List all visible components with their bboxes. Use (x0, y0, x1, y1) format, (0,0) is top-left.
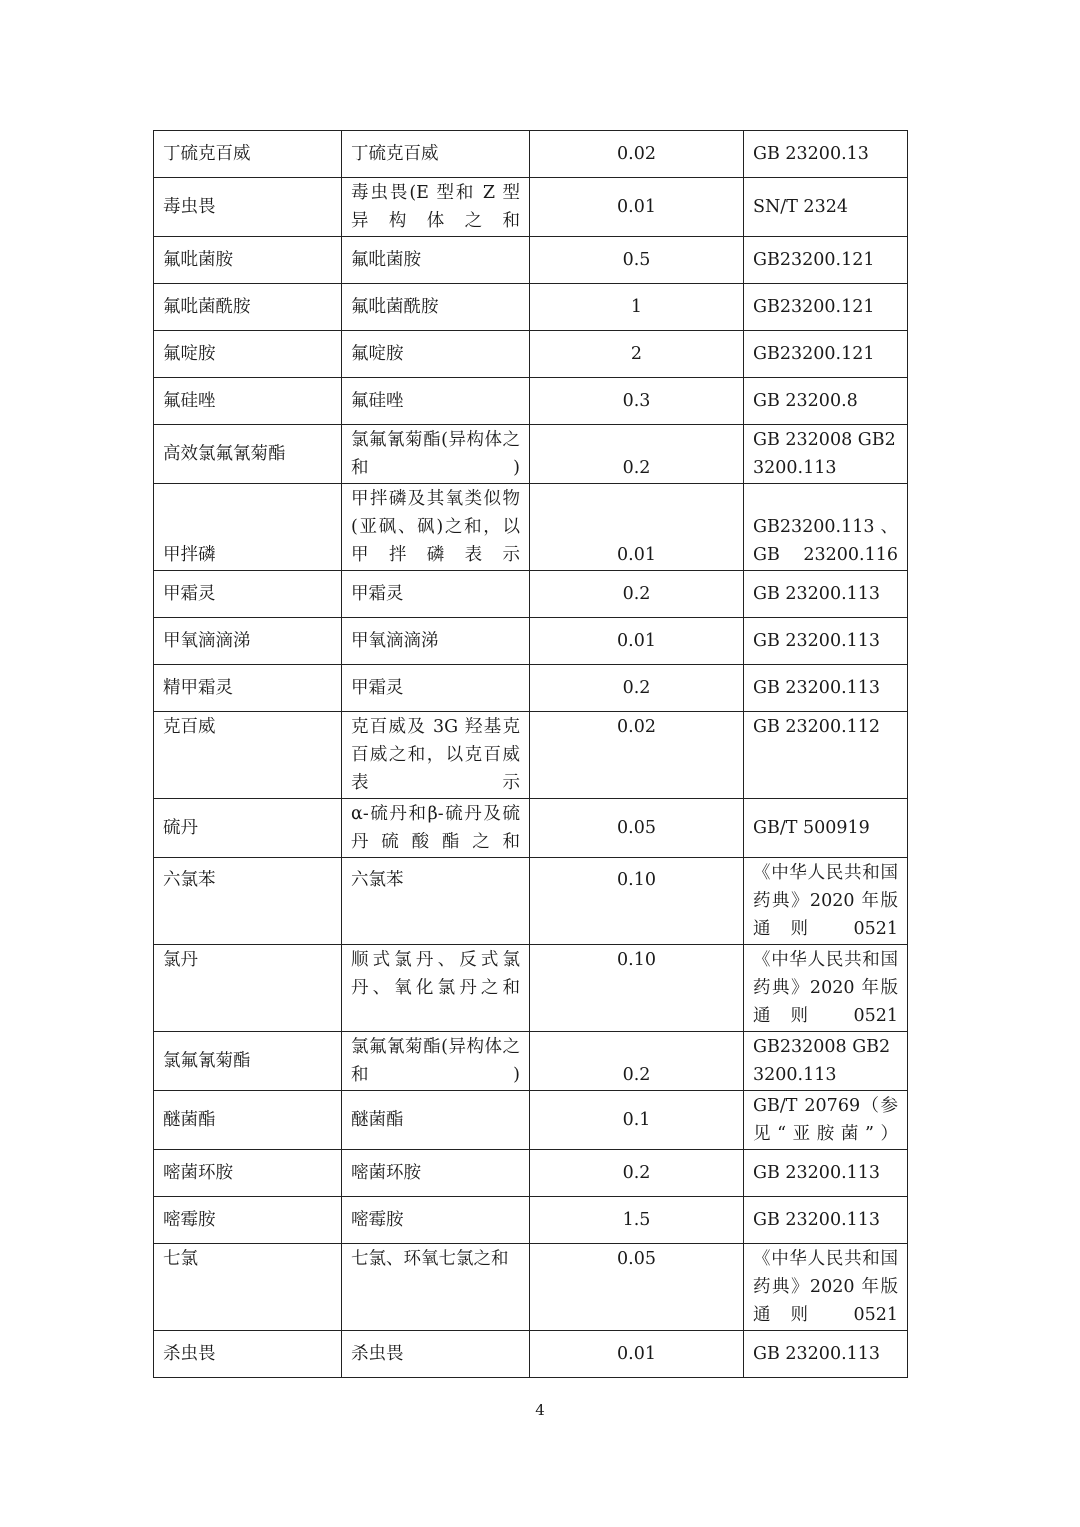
test-method: GB 23200.113 (744, 665, 908, 712)
test-method: GB232008 GB23200.113 (744, 1032, 908, 1091)
limit-value: 0.2 (530, 665, 744, 712)
residue-definition: 甲霜灵 (342, 571, 530, 618)
test-method: GB 23200.113 (744, 571, 908, 618)
pesticide-name: 精甲霜灵 (154, 665, 342, 712)
pesticide-name: 氯氟氰菊酯 (154, 1032, 342, 1091)
residue-definition: 六氯苯 (342, 858, 530, 945)
residue-definition: 顺式氯丹、反式氯丹、氧化氯丹之和 (342, 945, 530, 1032)
pesticide-name: 六氯苯 (154, 858, 342, 945)
limit-value: 0.10 (530, 945, 744, 1032)
limit-value: 0.1 (530, 1091, 744, 1150)
test-method: 《中华人民共和国药典》2020 年版通则 0521 (744, 1244, 908, 1331)
pesticide-name: 嘧霉胺 (154, 1197, 342, 1244)
limit-value: 0.2 (530, 425, 744, 484)
limit-value: 0.2 (530, 1150, 744, 1197)
residue-definition: 甲拌磷及其氧类似物(亚砜、砜)之和，以甲拌磷表示 (342, 484, 530, 571)
table-row (154, 712, 908, 799)
residue-definition: 丁硫克百威 (342, 131, 530, 178)
table-row (154, 618, 908, 665)
pesticide-name: 甲氧滴滴涕 (154, 618, 342, 665)
residue-definition: 氟硅唑 (342, 378, 530, 425)
pesticide-name: 杀虫畏 (154, 1331, 342, 1378)
pesticide-name: 甲拌磷 (154, 484, 342, 571)
pesticide-name: 氟啶胺 (154, 331, 342, 378)
pesticide-name: 嘧菌环胺 (154, 1150, 342, 1197)
residue-definition: 杀虫畏 (342, 1331, 530, 1378)
table-row (154, 237, 908, 284)
limit-value: 0.01 (530, 618, 744, 665)
table-row (154, 945, 908, 1032)
pesticide-name: 七氯 (154, 1244, 342, 1331)
table-row (154, 284, 908, 331)
residue-definition: 醚菌酯 (342, 1091, 530, 1150)
table-row (154, 331, 908, 378)
residue-definition: 氯氟氰菊酯(异构体之和) (342, 1032, 530, 1091)
pesticide-name: 毒虫畏 (154, 178, 342, 237)
pesticide-name: 氟吡菌胺 (154, 237, 342, 284)
limit-value: 2 (530, 331, 744, 378)
table-row (154, 1197, 908, 1244)
limit-value: 1 (530, 284, 744, 331)
test-method: GB 232008 GB23200.113 (744, 425, 908, 484)
limit-value: 0.3 (530, 378, 744, 425)
limit-value: 0.5 (530, 237, 744, 284)
table-row (154, 571, 908, 618)
residue-definition: 氟啶胺 (342, 331, 530, 378)
limit-value: 0.2 (530, 1032, 744, 1091)
test-method: GB/T 500919 (744, 799, 908, 858)
table-row (154, 1150, 908, 1197)
limit-value: 0.02 (530, 131, 744, 178)
test-method: GB23200.121 (744, 284, 908, 331)
table-row (154, 1244, 908, 1331)
table-row (154, 484, 908, 571)
limit-value: 0.01 (530, 1331, 744, 1378)
pesticide-name: 氟硅唑 (154, 378, 342, 425)
test-method: GB 23200.113 (744, 1331, 908, 1378)
test-method: GB/T 20769（参见“亚胺菌”） (744, 1091, 908, 1150)
pesticide-name: 硫丹 (154, 799, 342, 858)
residue-definition: 克百威及 3G 羟基克百威之和，以克百威表示 (342, 712, 530, 799)
table-row (154, 1032, 908, 1091)
test-method: GB 23200.113 (744, 1150, 908, 1197)
pesticide-name: 氟吡菌酰胺 (154, 284, 342, 331)
table-row (154, 799, 908, 858)
test-method: GB23200.121 (744, 331, 908, 378)
residue-limit-table (153, 130, 908, 1378)
test-method: SN/T 2324 (744, 178, 908, 237)
limit-value: 1.5 (530, 1197, 744, 1244)
pesticide-name: 甲霜灵 (154, 571, 342, 618)
limit-value: 0.02 (530, 712, 744, 799)
limit-value: 0.05 (530, 799, 744, 858)
residue-definition: 甲氧滴滴涕 (342, 618, 530, 665)
limit-value: 0.01 (530, 178, 744, 237)
test-method: GB23200.121 (744, 237, 908, 284)
test-method: GB 23200.113 (744, 1197, 908, 1244)
residue-definition: 嘧菌环胺 (342, 1150, 530, 1197)
limit-value: 0.2 (530, 571, 744, 618)
test-method: GB23200.113 、 GB 23200.116 (744, 484, 908, 571)
limit-value: 0.10 (530, 858, 744, 945)
residue-definition: 氯氟氰菊酯(异构体之和) (342, 425, 530, 484)
test-method: 《中华人民共和国药典》2020 年版通则 0521 (744, 858, 908, 945)
page-number: 4 (535, 1401, 545, 1419)
table-row (154, 178, 908, 237)
pesticide-name: 氯丹 (154, 945, 342, 1032)
residue-definition: 氟吡菌胺 (342, 237, 530, 284)
table-row (154, 131, 908, 178)
table-row (154, 858, 908, 945)
pesticide-name: 克百威 (154, 712, 342, 799)
limit-value: 0.05 (530, 1244, 744, 1331)
test-method: GB 23200.113 (744, 618, 908, 665)
table-row (154, 665, 908, 712)
residue-definition: 氟吡菌酰胺 (342, 284, 530, 331)
pesticide-name: 丁硫克百威 (154, 131, 342, 178)
pesticide-name: 高效氯氟氰菊酯 (154, 425, 342, 484)
test-method: GB 23200.13 (744, 131, 908, 178)
residue-definition: 毒虫畏(E 型和 Z 型异构体之和 (342, 178, 530, 237)
test-method: GB 23200.112 (744, 712, 908, 799)
table-row (154, 1331, 908, 1378)
residue-definition: 甲霜灵 (342, 665, 530, 712)
residue-definition: α-硫丹和β-硫丹及硫丹硫酸酯之和 (342, 799, 530, 858)
table-row (154, 1091, 908, 1150)
residue-definition: 七氯、环氧七氯之和 (342, 1244, 530, 1331)
test-method: GB 23200.8 (744, 378, 908, 425)
table-row (154, 425, 908, 484)
residue-definition: 嘧霉胺 (342, 1197, 530, 1244)
table-row (154, 378, 908, 425)
pesticide-name: 醚菌酯 (154, 1091, 342, 1150)
test-method: 《中华人民共和国药典》2020 年版通则 0521 (744, 945, 908, 1032)
limit-value: 0.01 (530, 484, 744, 571)
